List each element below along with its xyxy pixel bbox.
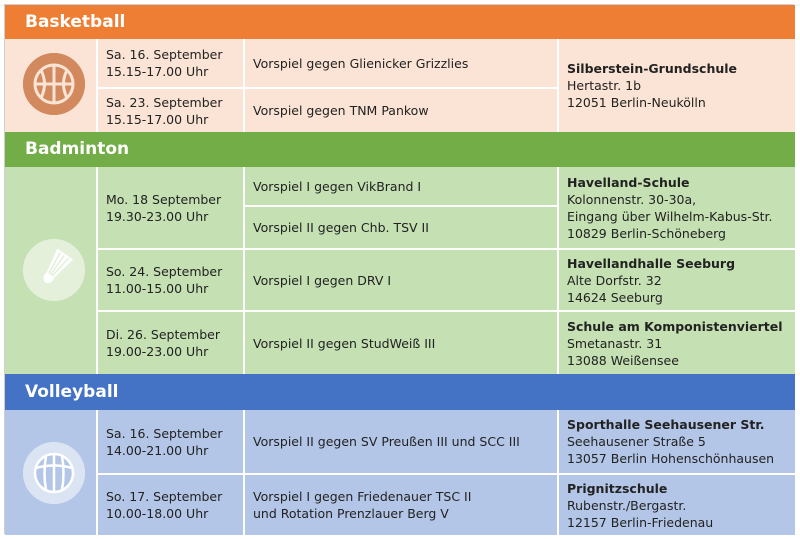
date-text: Di. 26. September [106, 327, 220, 342]
badminton-venue-2 [559, 250, 795, 310]
match-text: Vorspiel II gegen Chb. TSV II [253, 220, 429, 235]
badminton-venue-1 [559, 167, 795, 248]
basketball-header: Basketball [5, 5, 795, 39]
match-text-continued: und Rotation Prenzlauer Berg V [253, 506, 449, 521]
volleyball-match-1 [245, 410, 557, 473]
badminton-section [5, 167, 795, 374]
venue-city: 12051 Berlin-Neukölln [567, 95, 706, 110]
venue-entrance: Eingang über Wilhelm-Kabus-Str. [567, 208, 773, 224]
venue-name: Schule am Komponistenviertel [567, 318, 783, 334]
time-text: 14.00-21.00 Uhr [106, 442, 209, 458]
volleyball-date-1 [98, 410, 243, 473]
venue-street: Rubenstr./Bergastr. [567, 497, 687, 513]
match-text: Vorspiel II gegen SV Preußen III und SCC III [253, 434, 520, 449]
volleyball-venue-1 [559, 410, 795, 473]
venue-street: Hertastr. 1b [567, 78, 642, 93]
volleyball-icon [23, 442, 85, 504]
basketball-match-1 [245, 39, 557, 87]
venue-street: Smetanastr. 31 [567, 335, 663, 351]
venue-city: 13057 Berlin Hohenschönhausen [567, 451, 775, 466]
venue-name: Silberstein-Grundschule [567, 61, 738, 76]
match-text: Vorspiel I gegen VikBrand I [253, 178, 422, 194]
date-text: Mo. 18 September [106, 191, 222, 207]
venue-city: 14624 Seeburg [567, 289, 663, 305]
badminton-match-1a [245, 167, 557, 205]
volleyball-section [5, 410, 795, 535]
date-text: Sa. 16. September [106, 47, 223, 62]
date-text: So. 17. September [106, 489, 223, 504]
venue-street: Kolonnenstr. 30-30a, [567, 191, 697, 207]
basketball-match-2 [245, 89, 557, 132]
venue-city: 10829 Berlin-Schöneberg [567, 225, 726, 241]
match-text: Vorspiel gegen Glienicker Grizzlies [253, 55, 469, 71]
venue-street: Alte Dorfstr. 32 [567, 272, 662, 288]
basketball-date-2 [98, 89, 243, 132]
venue-name: Sporthalle Seehausener Str. [567, 417, 765, 432]
volleyball-venue-2 [559, 475, 795, 535]
match-text: Vorspiel II gegen StudWeiß III [253, 335, 436, 351]
venue-name: Havellandhalle Seeburg [567, 255, 736, 271]
time-text: 15.15-17.00 Uhr [106, 64, 209, 79]
venue-city: 13088 Weißensee [567, 352, 679, 368]
match-text: Vorspiel gegen TNM Pankow [253, 103, 429, 118]
basketball-icon [23, 53, 85, 115]
badminton-date-2 [98, 250, 243, 310]
venue-street: Seehausener Straße 5 [567, 434, 706, 449]
venue-name: Havelland-Schule [567, 174, 690, 190]
volleyball-match-2 [245, 475, 557, 535]
badminton-match-2 [245, 250, 557, 310]
badminton-match-3 [245, 312, 557, 374]
time-text: 19.00-23.00 Uhr [106, 344, 209, 359]
time-text: 11.00-15.00 Uhr [106, 281, 209, 296]
schedule-table [4, 4, 794, 534]
date-text: Sa. 16. September [106, 425, 223, 441]
badminton-match-1b [245, 207, 557, 248]
venue-city: 12157 Berlin-Friedenau [567, 514, 714, 530]
basketball-venue [559, 39, 795, 132]
date-text: So. 24. September [106, 264, 223, 279]
basketball-date-1 [98, 39, 243, 87]
volleyball-date-2 [98, 475, 243, 535]
match-text: Vorspiel I gegen Friedenauer TSC II [253, 489, 472, 504]
badminton-venue-3 [559, 312, 795, 374]
time-text: 15.15-17.00 Uhr [106, 111, 209, 127]
venue-name: Prignitzschule [567, 480, 668, 496]
badminton-header: Badminton [5, 132, 795, 167]
basketball-section [5, 39, 795, 132]
time-text: 10.00-18.00 Uhr [106, 506, 209, 521]
shuttlecock-icon [23, 239, 85, 301]
volleyball-header: Volleyball [5, 374, 795, 410]
badminton-date-3 [98, 312, 243, 374]
badminton-date-1 [98, 167, 243, 248]
date-text: Sa. 23. September [106, 94, 223, 110]
match-text: Vorspiel I gegen DRV I [253, 272, 392, 288]
time-text: 19.30-23.00 Uhr [106, 208, 209, 224]
